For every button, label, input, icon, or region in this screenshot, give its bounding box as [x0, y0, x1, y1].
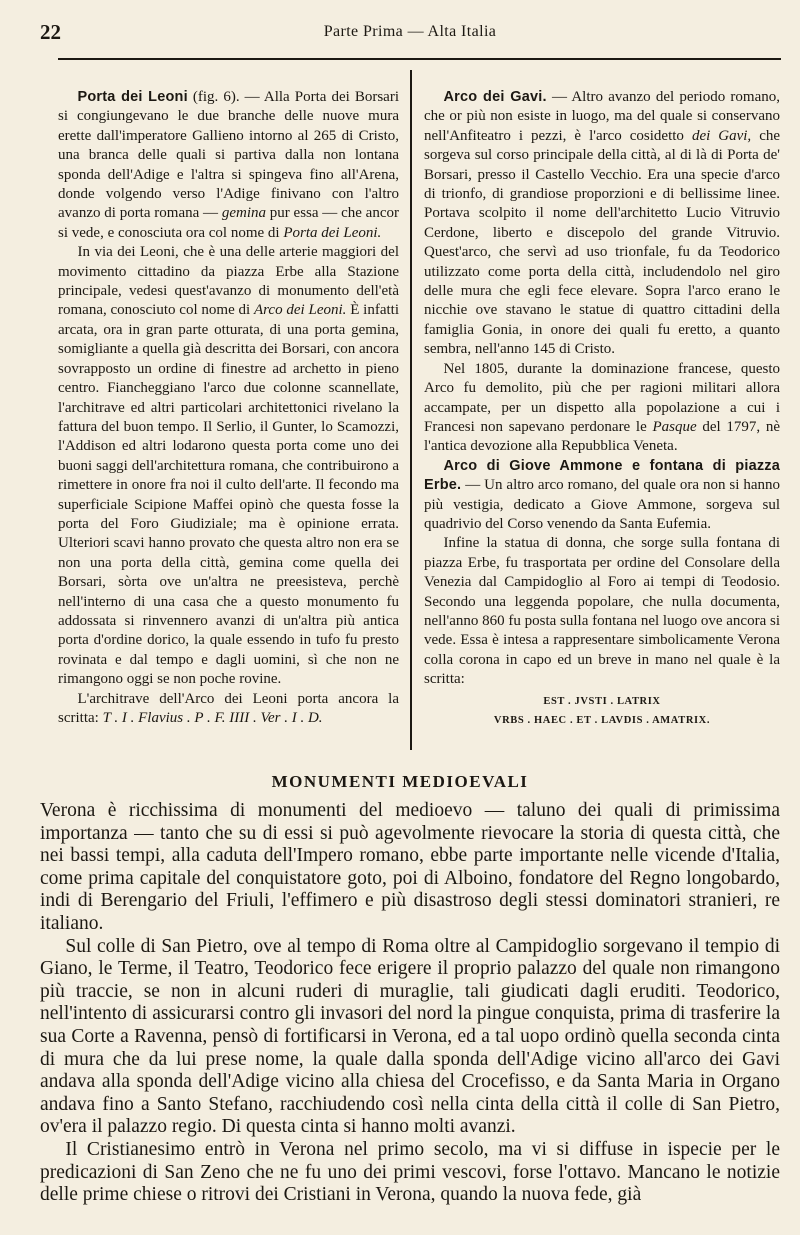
- italic-text: Pasque: [652, 418, 697, 435]
- heading-arco-giove-ammone: Arco di Giove Ammone e fontana di piazza Erbe.: [424, 457, 780, 494]
- italic-text: dei Gavi,: [691, 127, 752, 144]
- left-column: [58, 88, 399, 728]
- paragraph-text: (fig. 6). — Alla Porta dei Borsari si congiungevano le due branche delle nuove mura erette dall'imperatore Gallieno intorno al 265 di Cristo, una branca delle quali si partiva dalla non lontana sponda dell'Adige e l'altra si spingeva fino all'Arena, donde volgendo verso l'Adige finivano con l'altro avanzo di porta romana —: [58, 89, 399, 222]
- inscription-line: EST . JVSTI . LATRIX: [543, 695, 661, 707]
- section-title: MONUMENTI MEDIOEVALI: [271, 772, 529, 791]
- italic-text: gemina: [221, 205, 266, 222]
- paragraph-arco-giove-ammone: [424, 457, 780, 535]
- heading-porta-dei-leoni: Porta dei Leoni: [77, 89, 188, 105]
- paragraph-text: — Un altro arco romano, del quale ora non si hanno più vestigia, dedicato a Giove Ammone, sorgeva sul quadrivio del Corso venendo da Santa Eufemia.: [424, 477, 780, 532]
- paragraph-arco-dei-gavi: [424, 88, 780, 360]
- paragraph-text: che sorgeva sul corso principale della città, al di là di Porta de' Borsari, presso il Castello Vecchio. Era una specie d'arco di trionfo, di grandiose proporzioni e di bellissime linee. Portava scolpito il nome dell'architetto Lucio Vitruvio Cerdone, liberto e discepolo del grande Vitruvio. Quest'arco, che servì ad uso trionfale, fu da Teodorico utilizzato come porta della città, includendolo nel giro delle mura che egli fece elevare. Sopra l'arco erano le nicchie ove stavano le statue di quattro cittadini della famiglia Gonia, in onore dei quali fu eretto, a quanto sembra, nell'anno 145 di Cristo.: [424, 127, 781, 358]
- italic-text: Arco dei Leoni.: [253, 302, 347, 319]
- right-column: [424, 88, 780, 730]
- paragraph-porta-dei-leoni: [58, 88, 399, 243]
- main-text: [40, 800, 780, 1207]
- paragraph-statua-di-donna: [424, 534, 780, 689]
- paragraph-text: È infatti arcata, ora in gran parte otturata, di una porta gemina, somigliante a quella già descritta dei Borsari, con ancora sovrapposto un ordine di finestre ad archetto in pieno centro. Fiancheggiano l'arco due colonne scannellate, l'architrave ed altri particolari architettonici rivelano la fattura del buon tempo. Il Serlio, il Gunter, lo Scamozzi, l'Addison ed altri lodarono questa porta come uno dei buoni saggi dell'architettura romana, che contribuirono a rimettere in onore fra noi il culto dell'arte. Il fecondo ma superficiale Scipione Maffei opinò che questa fosse la porta del Foro Giudiziale; ma è opinione errata. Ulteriori scavi hanno provato che questa altro non era se non una porta della città, gemina come quella dei Borsari, sòrta ove un'altra ne preesisteva, perchè nell'interno di una casa che a questo monumento fu addossata si rinvennero avanzi di un'altra più antica porta d'ordine dorico, la quale essendo in tufo fu presto rovinata e dal tempo e dagli uomini, sì che non ne rimangono oggi se non poche rovine.: [58, 302, 399, 688]
- column-divider: [410, 70, 412, 750]
- inscription: [424, 692, 780, 730]
- paragraph-text: del 1797, nè l'antica devozione alla Repubblica Veneta.: [424, 418, 781, 455]
- italic-text: T . I . Flavius . P . F. IIII . Ver . I . D.: [102, 710, 323, 726]
- page-number: 22: [40, 20, 61, 44]
- paragraph-cristianesimo: Il Cristianesimo entrò in Verona nel primo secolo, ma vi si diffuse in ispecie per le predicazioni di San Zeno che ne fu uno dei primi vescovi, forse l'ottavo. Mancano le notizie delle prime chiese o ritrovi dei Cristiani in Verona, quando la nuova fede, già: [40, 1138, 780, 1206]
- italic-text: Porta dei Leoni.: [283, 224, 382, 241]
- paragraph-text: Nel 1805, durante la dominazione francese, questo Arco fu demolito, più che per ragioni militari allora accampate, per un dispetto alla popolazione a cui i Francesi non sapevano perdonare le: [424, 360, 780, 435]
- paragraph-text: — Altro avanzo del periodo romano, che or più non esiste in luogo, ma del quale si conservano nell'Anfiteatro i pezzi, è l'arco cosidetto: [424, 89, 781, 144]
- page-header: [40, 20, 780, 46]
- paragraph-1805: [424, 360, 780, 457]
- paragraph-text: In via dei Leoni, che è una delle arterie maggiori del movimento cittadino da piazza Erbe alla Stazione principale, vedesi quest'avanzo di monumento dell'età romana, conosciuto col nome di: [58, 244, 399, 319]
- paragraph-architrave: [58, 690, 399, 729]
- paragraph-text: Infine la statua di donna, che sorge sulla fontana di piazza Erbe, fu trasportata per ordine del Consolare della Venezia dal Campidoglio al Foro ai tempi di Teodosio. Secondo una leggenda popolare, che nulla documenta, nell'anno 860 fu posta sulla fontana nel luogo ove ancora si vede. Essa è intesa a rappresentare simbolicamente Verona colla corona in capo ed un breve in mano nel quale è la scritta:: [424, 535, 780, 688]
- paragraph-via-dei-leoni: [58, 243, 399, 689]
- paragraph-colle-san-pietro: Sul colle di San Pietro, ove al tempo di Roma oltre al Campidoglio sorgevano il tempio di Giano, le Terme, il Teatro, Teodorico fece erigere il proprio palazzo del quale non rimangono più traccie, se non in alcuni ruderi di muraglie, tali giudicati dagli eruditi. Teodorico, nell'intento di assicurarsi contro gli invasori del nord la pingue conquista, prima di trasferire la sua Corte a Ravenna, pensò di fortificarsi in Verona, ed a tal uopo ordinò quella seconda cinta di mura che da lui prese nome, la quale dalla sponda dell'Adige vicino all'arco dei Gavi andava alla sponda dell'Adige vicino alla chiesa del Crocefisso, e da Santa Maria in Organo andava fino a Santo Stefano, racchiudendo così nella cinta della città il colle di San Pietro, ov'era il palazzo regio. Di questa cinta si hanno molti avanzi.: [40, 935, 780, 1138]
- running-title: Parte Prima — Alta Italia: [323, 23, 497, 40]
- paragraph-text: L'architrave dell'Arco dei Leoni porta ancora la scritta:: [58, 690, 399, 726]
- paragraph-verona-medioevo: Verona è ricchissima di monumenti del medioevo — taluno dei quali di primissima importanza — tanto che su di essi si può agevolmente rievocare la storia di questa città, che nei bassi tempi, alla caduta dell'Impero romano, ebbe parte importante nelle vicende d'Italia, come prima capitale del conquistatore goto, poi di Alboino, fondatore del Regno longobardo, indi di Berengario del Friuli, l'effimero e più disastroso degli stessi dominatori stranieri, re italiano.: [40, 800, 780, 934]
- paragraph-text: pur essa — che ancor si vede, e conosciuta ora col nome di: [58, 205, 399, 241]
- inscription-line: VRBS . HAEC . ET . LAVDIS . AMATRIX.: [493, 714, 711, 726]
- heading-arco-dei-gavi: Arco dei Gavi.: [443, 89, 547, 105]
- header-rule: [58, 58, 781, 60]
